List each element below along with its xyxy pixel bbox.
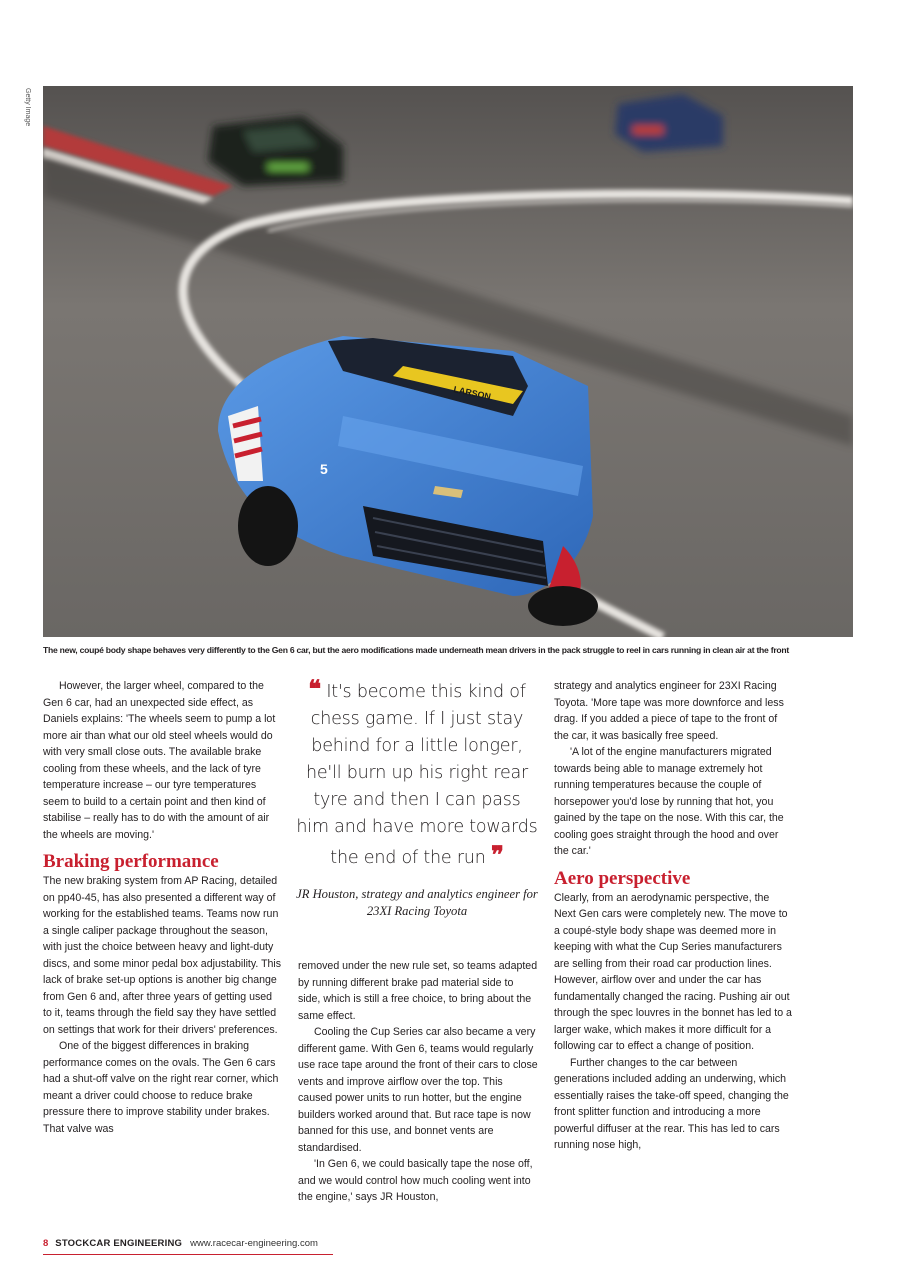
column-3	[554, 678, 794, 1154]
section-heading-aero: Aero perspective	[554, 867, 691, 889]
pull-quote-attribution: JR Houston, strategy and analytics engineer for 23XI Racing Toyota	[296, 887, 538, 918]
paragraph: The new braking system from AP Racing, detailed on pp40-45, has also presented a different way of working for the established teams. Teams now run a single caliper package throughout the season, with just the choice between heavy and light-duty discs, and some minor pedal box adjustability. This lack of brake set-up options is another big change from Gen 6 and, after three years of getting used to it, teams through the field say they have settled on settings that work for their drivers' preferences.	[43, 875, 282, 1036]
paragraph: However, the larger wheel, compared to the Gen 6 car, had an unexpected side effect, as Daniels explains: 'The wheels seem to pump a lot more air than what our old steel wheels would do with very small close outs. The available brake cooling from these wheels, and the lack of tyre temperature increase – our tyre temperatures seem to build to a certain point and then kind of stabilise – really has to do with the amount of air the wheels are moving.'	[43, 680, 276, 841]
column-2	[298, 958, 538, 1206]
hero-photo	[43, 86, 853, 637]
windshield-banner: LARSON	[452, 384, 492, 402]
paragraph: 'In Gen 6, we could basically tape the nose off, and we would control how much cooling went into the engine,' says JR Houston,	[298, 1158, 533, 1203]
paragraph: One of the biggest differences in braking performance comes on the ovals. The Gen 6 cars had a shut-off valve on the right rear corner, which meant a driver could choose to reduce brake pressure there to improve stability under brakes. That valve was	[43, 1040, 279, 1135]
paragraph: strategy and analytics engineer for 23XI Racing Toyota. 'More tape was more downforce and less drag. If you added a piece of tape to the front of the car, it was basically free speed.	[554, 680, 784, 742]
page-number: 8	[43, 1238, 49, 1249]
website-url: www.racecar-engineering.com	[190, 1238, 318, 1249]
paragraph: Cooling the Cup Series car also became a very different game. With Gen 6, teams would regularly use race tape around the front of their cars to close vents and improve airflow over the top. This caused power units to run hotter, but the engine builders worked around that. But race tape is now banned for this use, and bonnet vents are standardised.	[298, 1026, 538, 1154]
paragraph: 'A lot of the engine manufacturers migrated towards being able to manage extremely hot running temperatures because the couple of horsepower you'd lose by running that hot, you gained by the tape on the nose. With this car, the cooling goes straight through the hood and over the car.'	[554, 746, 784, 857]
paragraph: Clearly, from an aerodynamic perspective, the Next Gen cars were completely new. The move to a coupé-style body shape was deemed more in keeping with what the Cup Series manufacturers are selling from their road car production lines. However, airflow over and under the car has fundamentally changed the racing. Pushing air out through the spec louvres in the bonnet has led to a larger wake, which makes it more difficult for a following car to effect a change of position.	[554, 891, 792, 1052]
pull-quote	[296, 675, 538, 920]
section-heading-braking: Braking performance	[43, 851, 219, 872]
paragraph: removed under the new rule set, so teams adapted by running different brake pad material side to side, which is still a free choice, to bring about the same effect.	[298, 960, 538, 1022]
pull-quote-text	[296, 675, 538, 872]
close-quote-icon: ❞	[490, 840, 504, 869]
page-footer	[43, 1238, 333, 1255]
paragraph: Further changes to the car between generations included adding an underwing, which essentially raises the take-off speed, changing the front splitter function and introducing a more powerful diffuser at the rear. This has led to cars running nose high,	[554, 1056, 789, 1151]
pull-quote-body: It's become this kind of chess game. If I just stay behind for a little longer, he'll burn up his right rear tyre and then I can pass him and have more towards the end of the run	[296, 682, 538, 868]
car-number: 5	[320, 461, 328, 477]
photo-credit: Getty Image	[24, 88, 31, 127]
photo-caption: The new, coupé body shape behaves very differently to the Gen 6 car, but the aero modifications made underneath mean drivers in the pack struggle to reel in cars running in clean air at the front	[43, 645, 790, 655]
open-quote-icon: ❝	[308, 674, 321, 703]
publication-name: STOCKCAR ENGINEERING	[55, 1238, 183, 1249]
column-1	[43, 678, 283, 1137]
race-car-illustration	[43, 86, 853, 637]
